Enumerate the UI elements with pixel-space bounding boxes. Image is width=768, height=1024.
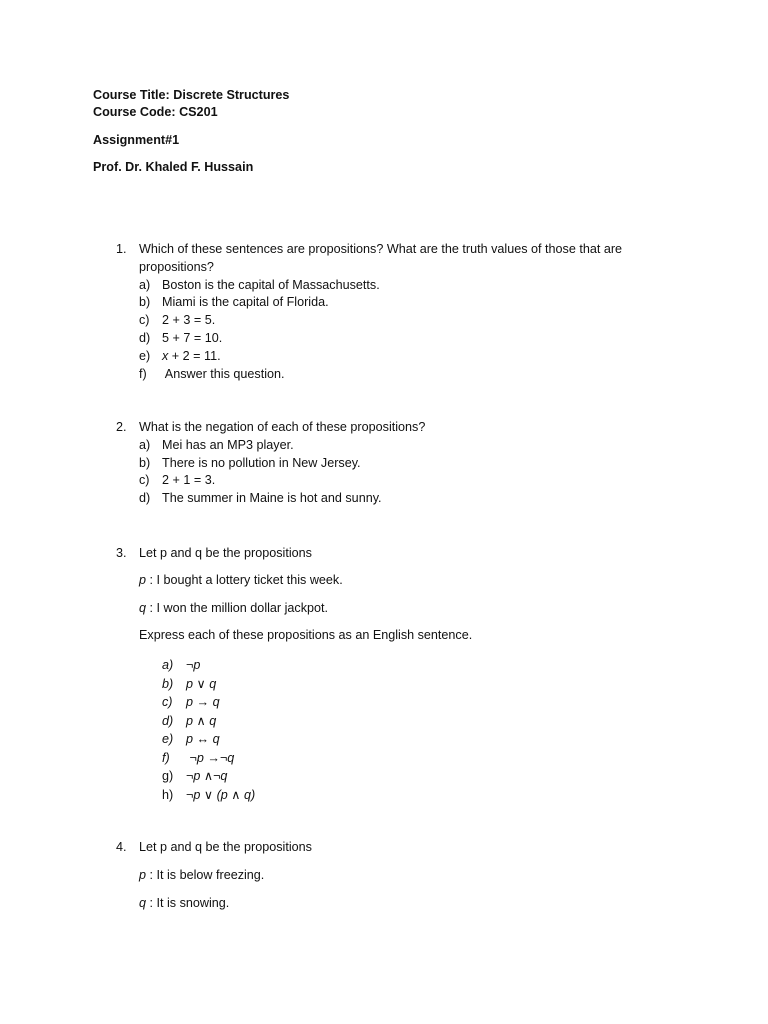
list-item xyxy=(139,348,686,366)
question-3 xyxy=(116,545,686,804)
professor-name: Prof. Dr. Khaled F. Hussain xyxy=(93,160,254,174)
item-label: d) xyxy=(162,713,174,728)
list-item xyxy=(139,490,686,508)
proposition-q-text: : It is snowing. xyxy=(146,895,230,910)
variable-p: p xyxy=(139,867,147,882)
item-label: c) xyxy=(139,473,150,488)
item-label: b) xyxy=(139,455,151,470)
item-text: There is no pollution in New Jersey. xyxy=(162,455,361,470)
question-text: What is the negation of each of these propositions? xyxy=(139,420,426,434)
list-item xyxy=(162,675,686,694)
question-number: 2. xyxy=(116,420,127,434)
item-text: 2 + 1 = 3. xyxy=(162,473,216,488)
variable-q: q xyxy=(139,600,147,615)
item-label: b) xyxy=(162,676,174,691)
item-text: + 2 = 11. xyxy=(168,348,221,363)
variable-p: p xyxy=(139,572,147,587)
item-text: Miami is the capital of Florida. xyxy=(162,295,329,310)
item-label: e) xyxy=(162,732,174,747)
item-label: c) xyxy=(139,313,150,328)
item-text: Mei has an MP3 player. xyxy=(162,437,294,452)
item-text: 2 + 3 = 5. xyxy=(162,313,216,328)
list-item xyxy=(139,312,686,330)
item-label: a) xyxy=(139,277,151,292)
list-item xyxy=(139,294,686,312)
expression: ¬p xyxy=(186,658,201,673)
list-item xyxy=(162,749,686,768)
item-label: b) xyxy=(139,295,151,310)
expression: ¬p ∧¬q xyxy=(186,769,228,784)
expression: p ↔ q xyxy=(186,732,220,747)
expression: p ∨ q xyxy=(186,676,217,691)
item-text: Boston is the capital of Massachusetts. xyxy=(162,277,380,292)
list-item xyxy=(162,712,686,731)
proposition-p xyxy=(139,572,686,590)
proposition-p xyxy=(139,867,686,885)
list-item xyxy=(139,472,686,490)
question-4 xyxy=(116,839,686,912)
expression: ¬p →¬q xyxy=(186,750,235,765)
proposition-q xyxy=(139,895,686,913)
item-text: Answer this question. xyxy=(162,366,285,381)
course-title: Course Title: Discrete Structures xyxy=(93,88,290,102)
item-text: The summer in Maine is hot and sunny. xyxy=(162,491,382,506)
item-label: d) xyxy=(139,491,151,506)
list-item xyxy=(162,693,686,712)
expression: p → q xyxy=(186,695,220,710)
list-item xyxy=(162,767,686,786)
item-label: e) xyxy=(139,348,151,363)
item-text: 5 + 7 = 10. xyxy=(162,330,223,345)
question-number: 1. xyxy=(116,242,127,256)
item-label: a) xyxy=(139,437,151,452)
item-label: a) xyxy=(162,658,174,673)
question-number: 3. xyxy=(116,546,127,560)
list-item xyxy=(162,730,686,749)
assignment-title: Assignment#1 xyxy=(93,133,180,147)
proposition-p-text: : It is below freezing. xyxy=(146,867,265,882)
item-label: c) xyxy=(162,695,173,710)
question-text: Which of these sentences are propositions? What are the truth values of those that are propositions? xyxy=(139,242,623,274)
item-label: d) xyxy=(139,330,151,345)
item-label: f) xyxy=(139,366,147,381)
list-item xyxy=(139,277,686,295)
expression: ¬p ∨ (p ∧ q) xyxy=(186,787,256,802)
instruction-text: Express each of these propositions as an English sentence. xyxy=(139,628,473,643)
question-text: Let p and q be the propositions xyxy=(139,546,312,560)
question-text: Let p and q be the propositions xyxy=(139,840,312,854)
question-1 xyxy=(116,241,686,383)
list-item xyxy=(139,455,686,473)
course-code: Course Code: CS201 xyxy=(93,105,218,119)
expression: p ∧ q xyxy=(186,713,217,728)
question-2 xyxy=(116,419,686,508)
proposition-q xyxy=(139,600,686,618)
item-variable: x xyxy=(162,348,169,363)
item-label: h) xyxy=(162,787,174,802)
list-item xyxy=(139,437,686,455)
question-number: 4. xyxy=(116,840,127,854)
proposition-p-text: : I bought a lottery ticket this week. xyxy=(146,572,343,587)
expression-list xyxy=(162,656,686,804)
list-item xyxy=(162,656,686,675)
proposition-q-text: : I won the million dollar jackpot. xyxy=(146,600,329,615)
list-item xyxy=(139,330,686,348)
item-label: g) xyxy=(162,769,174,784)
item-label: f) xyxy=(162,750,170,765)
variable-q: q xyxy=(139,895,147,910)
list-item xyxy=(139,366,686,384)
list-item xyxy=(162,786,686,805)
